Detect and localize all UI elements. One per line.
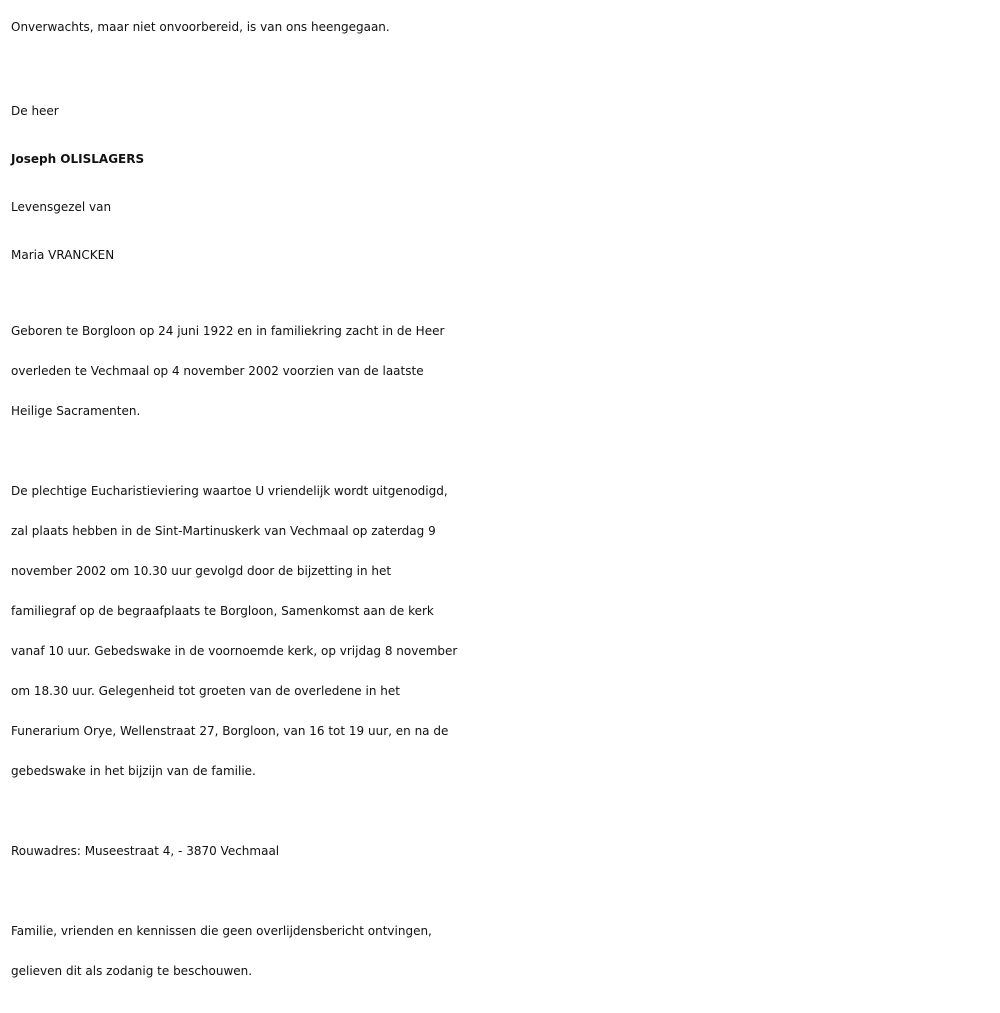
ceremony-paragraph (11, 471, 1000, 791)
person-partner: Maria VRANCKEN (11, 248, 115, 262)
paragraph-line: Funerarium Orye, Wellenstraat 27, Borgloon, van 16 tot 19 uur, en na de (11, 724, 449, 738)
birth-death-paragraph (11, 311, 1000, 431)
paragraph-line: Geboren te Borgloon op 24 juni 1922 en in familiekring zacht in de Heer (11, 324, 445, 338)
paragraph-line: Heilige Sacramenten. (11, 404, 141, 418)
paragraph-line: om 18.30 uur. Gelegenheid tot groeten van de overledene in het (11, 684, 400, 698)
person-relation: Levensgezel van (11, 200, 112, 214)
paragraph-line: familiegraf op de begraafplaats te Borgloon, Samenkomst aan de kerk (11, 604, 434, 618)
spacer (11, 279, 1000, 311)
spacer (11, 791, 1000, 831)
paragraph-line: november 2002 om 10.30 uur gevolgd door de bijzetting in het (11, 564, 392, 578)
paragraph-line: vanaf 10 uur. Gebedswake in de voornoemde kerk, op vrijdag 8 november (11, 644, 458, 658)
person-name: Joseph OLISLAGERS (11, 152, 145, 166)
obituary-document (0, 7, 1000, 1013)
spacer (11, 431, 1000, 471)
paragraph-line: overleden te Vechmaal op 4 november 2002 voorzien van de laatste (11, 364, 424, 378)
paragraph-line: Familie, vrienden en kennissen die geen overlijdensbericht ontvingen, (11, 924, 432, 938)
intro-text: Onverwachts, maar niet onvoorbereid, is van ons heengegaan. (11, 20, 390, 34)
paragraph-line: gebedswake in het bijzijn van de familie. (11, 764, 256, 778)
spacer (11, 47, 1000, 87)
paragraph-line: gelieven dit als zodanig te beschouwen. (11, 964, 253, 978)
closing-paragraph (11, 911, 1000, 991)
paragraph-line: zal plaats hebben in de Sint-Martinuskerk van Vechmaal op zaterdag 9 (11, 524, 436, 538)
person-title: De heer (11, 104, 59, 118)
mourning-address: Rouwadres: Museestraat 4, - 3870 Vechmaal (11, 844, 280, 858)
spacer (11, 871, 1000, 911)
paragraph-line: De plechtige Eucharistieviering waartoe U vriendelijk wordt uitgenodigd, (11, 484, 448, 498)
person-block (11, 87, 1000, 279)
